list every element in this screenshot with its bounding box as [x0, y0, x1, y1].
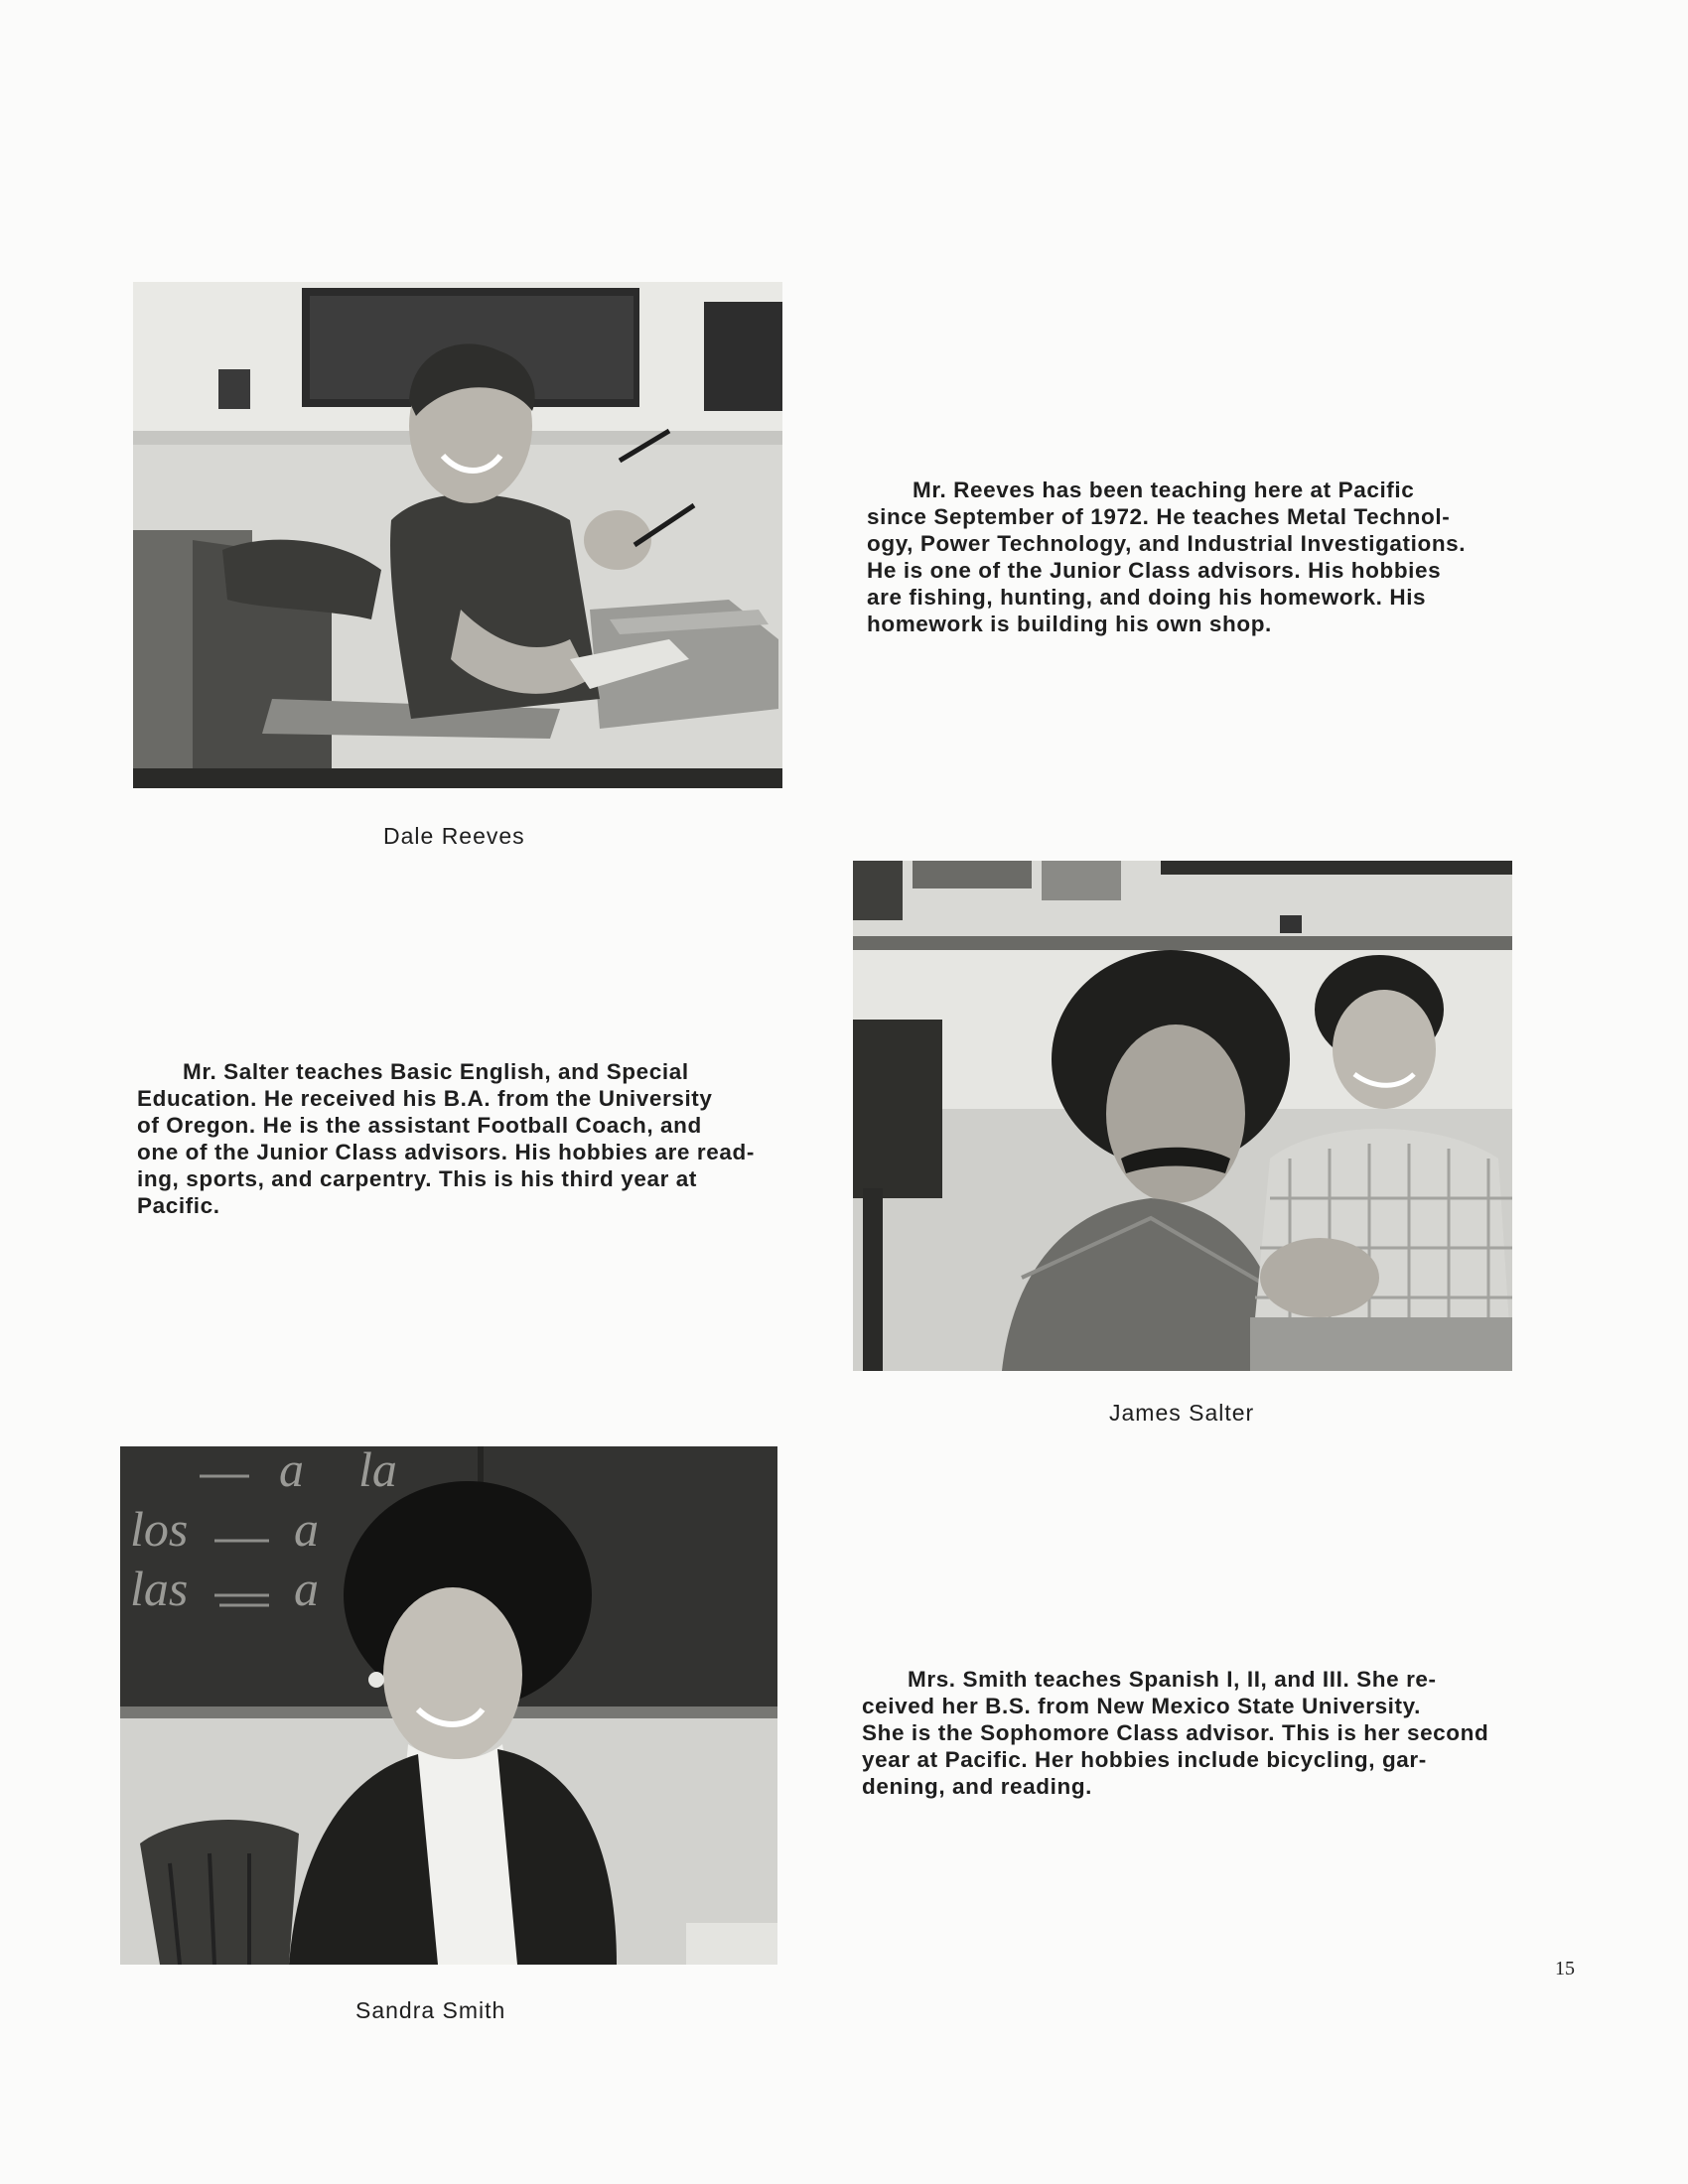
- smith-caption: Sandra Smith: [355, 1997, 506, 2023]
- bio-line: Mr. Salter teaches Basic English, and Special: [183, 1059, 689, 1084]
- chalk-text: a: [279, 1446, 304, 1497]
- bio-line: since September of 1972. He teaches Metal Technol-: [867, 504, 1451, 529]
- chalk-text: los: [130, 1501, 189, 1557]
- bio-line: ing, sports, and carpentry. This is his third year at: [137, 1166, 698, 1191]
- chalk-text: a: [294, 1561, 319, 1616]
- chalk-text: la: [358, 1446, 397, 1497]
- bio-line: homework is building his own shop.: [867, 612, 1272, 636]
- bio-line: one of the Junior Class advisors. His hobbies are read-: [137, 1140, 755, 1164]
- bio-line: ceived her B.S. from New Mexico State University.: [862, 1694, 1421, 1718]
- bio-line: ogy, Power Technology, and Industrial Investigations.: [867, 531, 1467, 556]
- bio-line: Mrs. Smith teaches Spanish I, II, and III. She re-: [908, 1667, 1437, 1692]
- bio-line: year at Pacific. Her hobbies include bicycling, gar-: [862, 1747, 1427, 1772]
- bio-line: She is the Sophomore Class advisor. This is her second: [862, 1720, 1489, 1745]
- page-number: 15: [1555, 1958, 1575, 1979]
- reeves-photo-image: [133, 282, 782, 788]
- smith-photo-image: [120, 1446, 777, 1965]
- bio-line: Mr. Reeves has been teaching here at Pacific: [913, 478, 1415, 502]
- salter-bio: [137, 1058, 755, 1219]
- salter-photo-image: [853, 861, 1512, 1371]
- smith-bio: [862, 1666, 1488, 1800]
- smith-photo: [120, 1446, 777, 1965]
- salter-photo: [853, 861, 1512, 1371]
- reeves-photo: [133, 282, 782, 788]
- smith-bio-paragraph: [862, 1666, 1488, 1800]
- bio-line: of Oregon. He is the assistant Football Coach, and: [137, 1113, 702, 1138]
- bio-line: Pacific.: [137, 1193, 220, 1218]
- chalk-text: a: [294, 1501, 319, 1557]
- reeves-caption: Dale Reeves: [383, 823, 525, 849]
- bio-line: He is one of the Junior Class advisors. His hobbies: [867, 558, 1442, 583]
- salter-caption: James Salter: [1109, 1400, 1255, 1426]
- salter-bio-paragraph: [137, 1058, 755, 1219]
- chalk-text: las: [130, 1561, 189, 1616]
- reeves-bio: [867, 477, 1466, 637]
- bio-line: are fishing, hunting, and doing his homework. His: [867, 585, 1427, 610]
- bio-line: dening, and reading.: [862, 1774, 1093, 1799]
- reeves-bio-paragraph: [867, 477, 1466, 637]
- bio-line: Education. He received his B.A. from the University: [137, 1086, 713, 1111]
